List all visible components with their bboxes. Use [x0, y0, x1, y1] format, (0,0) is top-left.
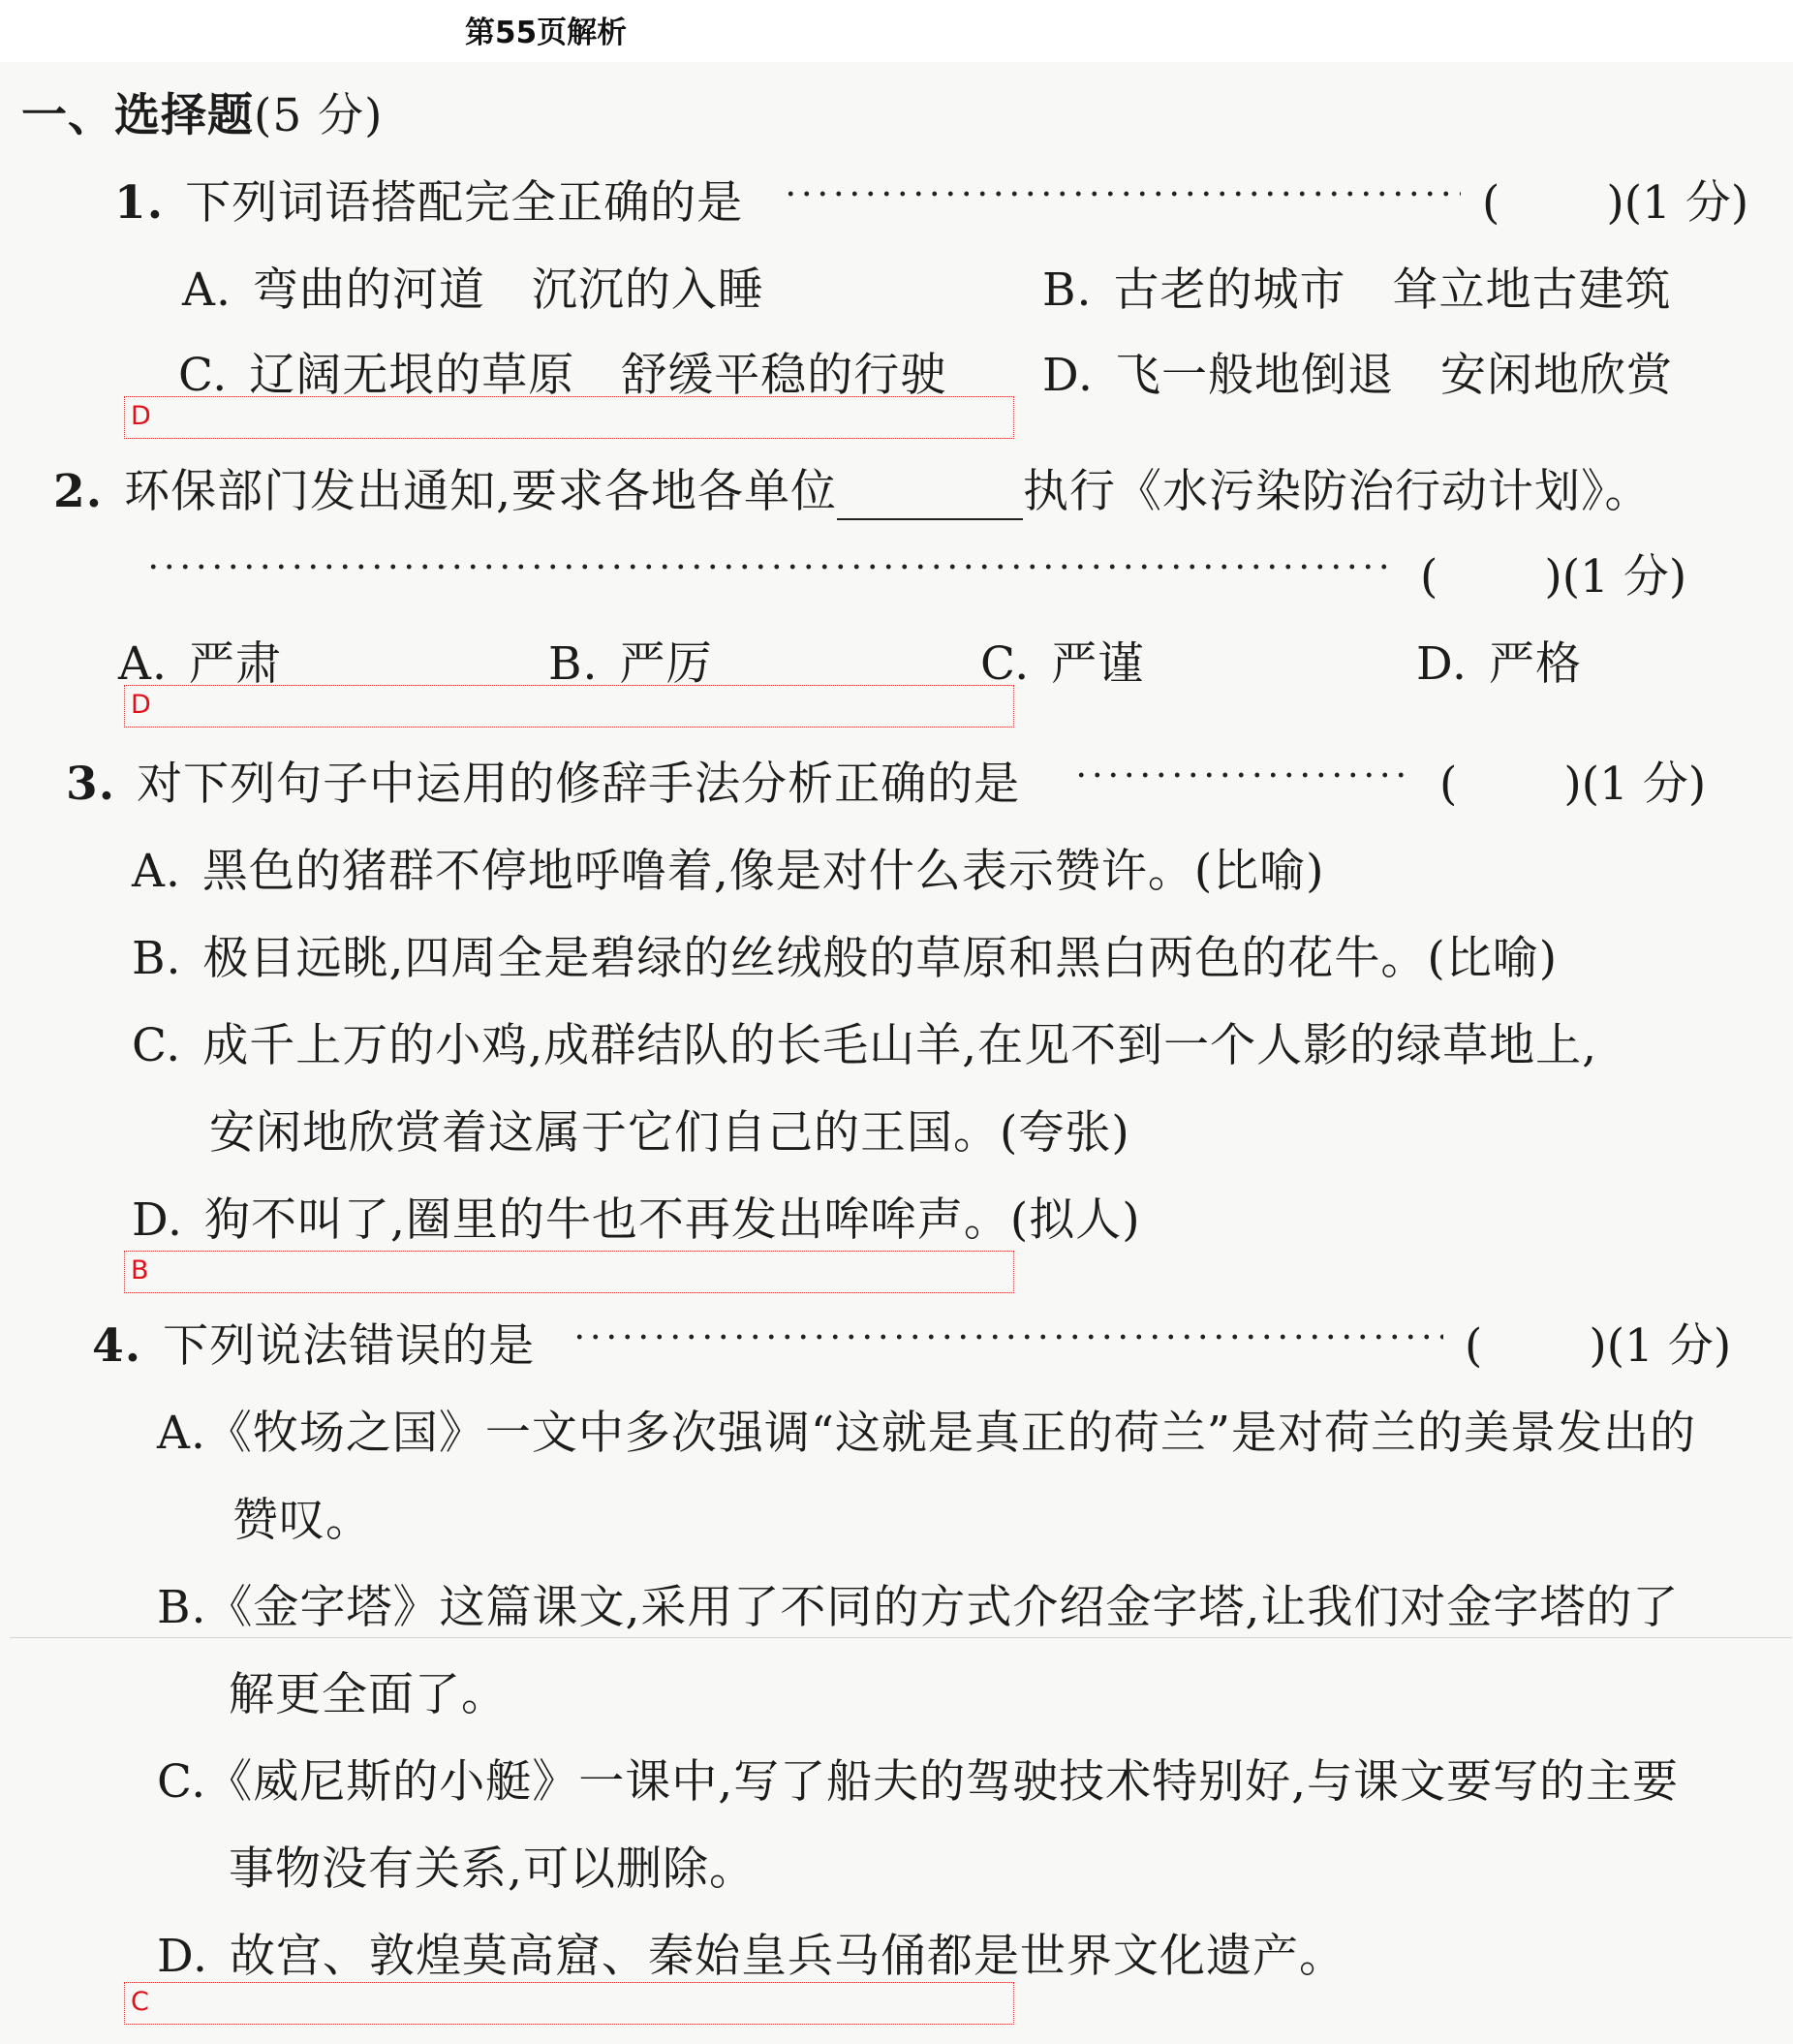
- question-1-stem: [114, 167, 743, 232]
- option-1c: C. 辽阔无垠的草原 舒缓平稳的行驶: [178, 349, 947, 402]
- option-2a: A. 严肃: [118, 637, 282, 691]
- leader-dots: [572, 1334, 1443, 1340]
- page-header: 第55页解析: [465, 15, 628, 50]
- section-title: [21, 79, 384, 144]
- option-4c: C.《威尼斯的小艇》一课中,写了船夫的驾驶技术特别好,与课文要写的主要: [157, 1755, 1680, 1809]
- answer-paren: ( )(1 分): [1420, 550, 1687, 604]
- option-1a: A. 弯曲的河道 沉沉的入睡: [182, 263, 764, 317]
- question-number: 2.: [53, 465, 104, 518]
- answer-paren: ( )(1 分): [1465, 1319, 1732, 1373]
- question-text: 下列词语搭配完全正确的是: [185, 176, 744, 230]
- leader-dots: [783, 191, 1461, 197]
- section-label: 一、选择题: [21, 89, 254, 142]
- option-2d: D. 严格: [1416, 637, 1582, 691]
- option-4d: D. 故宫、敦煌莫高窟、秦始皇兵马俑都是世界文化遗产。: [157, 1930, 1345, 1983]
- answer-box-2: D: [124, 685, 1014, 728]
- question-score: (1 分): [1623, 176, 1749, 230]
- question-score: (1 分): [1581, 758, 1707, 811]
- answer-box-4: C: [124, 1982, 1014, 2025]
- option-3c-cont: 安闲地欣赏着这属于它们自己的王国。(夸张): [209, 1106, 1130, 1160]
- fill-blank: [837, 481, 1023, 520]
- question-3-stem: [66, 748, 1020, 813]
- answer-box-1: D: [124, 396, 1014, 439]
- question-number: 1.: [114, 176, 165, 230]
- question-text: 下列说法错误的是: [163, 1319, 536, 1373]
- question-number: 4.: [92, 1319, 142, 1373]
- answer-paren: ( )(1 分): [1439, 758, 1707, 811]
- option-4a-cont: 赞叹。: [232, 1494, 372, 1547]
- question-score: (1 分): [1561, 550, 1687, 604]
- leader-dots: [1073, 772, 1414, 778]
- option-4b-cont: 解更全面了。: [229, 1668, 508, 1721]
- option-3b: B. 极目远眺,四周全是碧绿的丝绒般的草原和黑白两色的花牛。(比喻): [132, 932, 1559, 985]
- question-2-stem: [53, 455, 1652, 520]
- option-2c: C. 严谨: [980, 637, 1145, 691]
- section-score: (5 分): [254, 89, 384, 142]
- question-text: 环保部门发出通知,要求各地各单位: [124, 465, 838, 518]
- question-number: 3.: [66, 758, 116, 811]
- option-1d: D. 飞一般地倒退 安闲地欣赏: [1042, 349, 1673, 402]
- page-fold-line: [10, 1637, 1792, 1638]
- question-text-cont: 执行《水污染防治行动计划》。: [1023, 465, 1652, 518]
- leader-dots: [145, 564, 1390, 570]
- question-score: (1 分): [1606, 1319, 1732, 1373]
- question-text: 对下列句子中运用的修辞手法分析正确的是: [137, 758, 1021, 811]
- option-3c: C. 成千上万的小鸡,成群结队的长毛山羊,在见不到一个人影的绿草地上,: [132, 1019, 1598, 1072]
- option-4c-cont: 事物没有关系,可以删除。: [229, 1843, 756, 1896]
- option-2b: B. 严厉: [548, 637, 713, 691]
- option-3a: A. 黑色的猪群不停地呼噜着,像是对什么表示赞许。(比喻): [132, 845, 1325, 898]
- option-4b: B.《金字塔》这篇课文,采用了不同的方式介绍金字塔,让我们对金字塔的了: [157, 1581, 1680, 1634]
- answer-paren: ( )(1 分): [1482, 176, 1749, 230]
- option-3d: D. 狗不叫了,圈里的牛也不再发出哞哞声。(拟人): [132, 1193, 1141, 1247]
- option-4a: A.《牧场之国》一文中多次强调“这就是真正的荷兰”是对荷兰的美景发出的: [157, 1407, 1696, 1460]
- question-4-stem: [92, 1310, 535, 1375]
- option-1b: B. 古老的城市 耸立地古建筑: [1042, 263, 1672, 317]
- answer-box-3: B: [124, 1251, 1014, 1293]
